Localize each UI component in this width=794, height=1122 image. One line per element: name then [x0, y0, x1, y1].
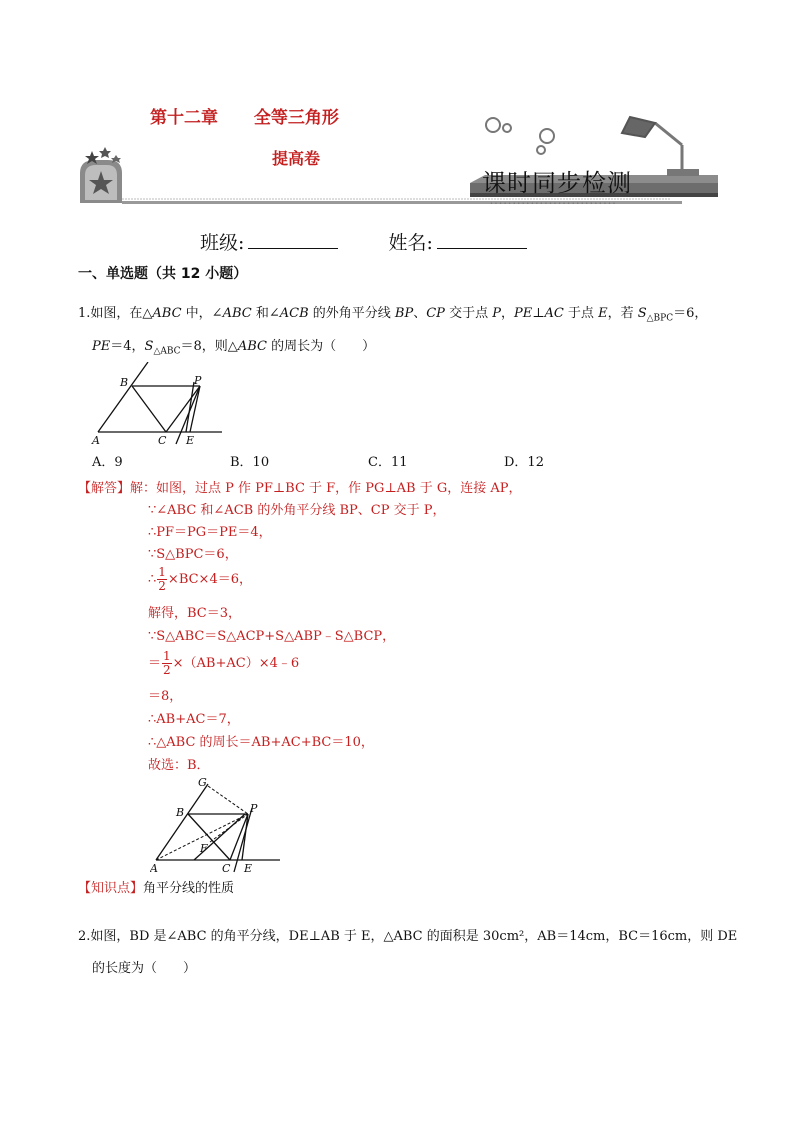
q1-text: 的外角平分线: [308, 306, 395, 321]
q1-text: 中，∠: [181, 306, 223, 321]
star-badge-icon: [80, 147, 122, 203]
question-1-figure: [90, 362, 230, 446]
q1-text: 于点: [563, 306, 599, 321]
q1-text: ，: [500, 306, 514, 321]
question-number: 1.: [78, 306, 91, 321]
solution-line-2: ∴PF＝PG＝PE＝4，: [148, 525, 272, 540]
name-label: 姓名:: [388, 232, 433, 254]
line-pe-ext: [186, 382, 194, 432]
q1-text: ABC: [222, 306, 252, 321]
class-label: 班级:: [200, 232, 245, 254]
q1-text: ⊥: [532, 306, 545, 321]
paper-subtitle: 提高卷: [272, 149, 321, 168]
line-bc: [132, 386, 166, 432]
label-c: C: [222, 862, 231, 875]
q1-text: 如图，在△: [90, 306, 153, 321]
solution-line-11: 故选：B．: [148, 758, 210, 773]
label-e: E: [244, 862, 253, 875]
q2-text: 如图，BD 是∠ABC 的角平分线，DE⊥AB 于 E，△ABC 的面积是 30cm²，AB＝14cm，BC＝16cm，则 DE: [90, 929, 738, 944]
label-b: B: [176, 806, 185, 819]
fraction-numerator: 1: [163, 649, 171, 663]
svg-text:• • • • • • • • • • • • • • •: • • • • • • • • • • • • • • • • • • • • • • • • • • • •: [490, 201, 616, 207]
knowledge-text: 角平分线的性质: [143, 881, 235, 896]
fraction-denominator: 2: [158, 579, 166, 593]
q1-text: PE: [92, 339, 111, 354]
fraction-numerator: 1: [158, 565, 166, 579]
q1-text: 交于点: [444, 306, 493, 321]
solution-line-8: ＝8，: [148, 689, 183, 704]
q1-text: ，若: [607, 306, 638, 321]
q1-text: S: [637, 306, 647, 321]
q1-text: P: [492, 306, 501, 321]
equals-symbol: ＝: [148, 656, 162, 671]
label-a: A: [92, 434, 100, 446]
solution-text: ×BC×4＝6，: [167, 572, 252, 587]
solution-figure: [150, 774, 290, 878]
solution-text: 解：如图，过点 P 作 PF⊥BC 于 F，作 PG⊥AB 于 G，连接 AP，: [130, 481, 522, 496]
solution-line-4: [148, 566, 252, 593]
knowledge-tag: 【知识点】: [78, 881, 144, 896]
q1-text: 、: [413, 306, 427, 321]
question-1-line-2: [92, 336, 732, 363]
question-number: 2.: [78, 929, 91, 944]
chapter-topic: 全等三角形: [253, 108, 339, 128]
label-a: A: [150, 862, 158, 875]
fraction-half: [157, 566, 167, 593]
class-blank[interactable]: [248, 232, 338, 249]
q1-text: ＝8，则△: [180, 339, 238, 354]
question-2-line-1: [78, 926, 738, 948]
fraction-denominator: 2: [163, 663, 171, 677]
q1-text: PE: [513, 306, 533, 321]
chapter-title: [150, 103, 339, 128]
brand-title: 课时同步检测: [482, 169, 632, 197]
solution-tag: 【解答】: [78, 481, 131, 496]
label-b: B: [120, 376, 129, 389]
solution-line-3: ∵S△BPC＝6，: [148, 547, 238, 562]
label-c: C: [158, 434, 167, 446]
q1-text: CP: [426, 306, 445, 321]
solution-line-10: ∴△ABC 的周长＝AB+AC+BC＝10，: [148, 735, 374, 750]
q1-text: 的周长为（ ）: [266, 339, 376, 354]
option-c[interactable]: C．11: [368, 455, 408, 470]
label-e: E: [186, 434, 195, 446]
q1-text: BP: [394, 306, 414, 321]
q1-text: 和∠: [251, 306, 280, 321]
label-p: P: [250, 802, 258, 815]
q1-text: S: [144, 339, 154, 354]
q1-text: ＝6，: [673, 306, 708, 321]
option-b[interactable]: B．10: [230, 455, 270, 470]
label-p: P: [194, 374, 202, 387]
line-bc: [188, 814, 230, 860]
name-blank[interactable]: [437, 232, 527, 249]
q1-text: ACB: [279, 306, 309, 321]
solution-line-7: [148, 650, 299, 677]
line-pg-dashed: [208, 786, 248, 814]
q1-text: ＝4，: [110, 339, 145, 354]
q1-subscript: △BPC: [646, 313, 674, 324]
q1-text: AC: [544, 306, 564, 321]
q1-text: E: [598, 306, 608, 321]
solution-line-0: [78, 478, 522, 500]
solution-line-1: ∵∠ABC 和∠ACB 的外角平分线 BP、CP 交于 P，: [148, 503, 446, 518]
solution-line-5: 解得，BC＝3，: [148, 606, 242, 621]
solution-text: ×（AB+AC）×4﹣6: [172, 656, 300, 671]
question-2-line-2: 的长度为（ ）: [92, 961, 197, 976]
knowledge-point: [78, 878, 234, 900]
option-a[interactable]: A．9: [92, 455, 123, 470]
label-f: F: [200, 842, 208, 855]
chapter-number: 第十二章: [150, 108, 218, 128]
fraction-half: [162, 650, 172, 677]
student-info-row: [200, 228, 527, 255]
option-d[interactable]: D．12: [504, 455, 544, 470]
solution-line-9: ∴AB+AC＝7，: [148, 712, 240, 727]
q1-text: ABC: [237, 339, 267, 354]
solution-line-6: ∵S△ABC＝S△ACP+S△ABP﹣S△BCP，: [148, 629, 396, 644]
q1-subscript: △ABC: [153, 346, 181, 357]
therefore-symbol: ∴: [148, 572, 157, 587]
q1-text: ABC: [152, 306, 182, 321]
label-g: G: [198, 776, 207, 789]
question-1-line-1: [78, 303, 728, 330]
section-title: 一、单选题（共 12 小题）: [78, 266, 248, 282]
